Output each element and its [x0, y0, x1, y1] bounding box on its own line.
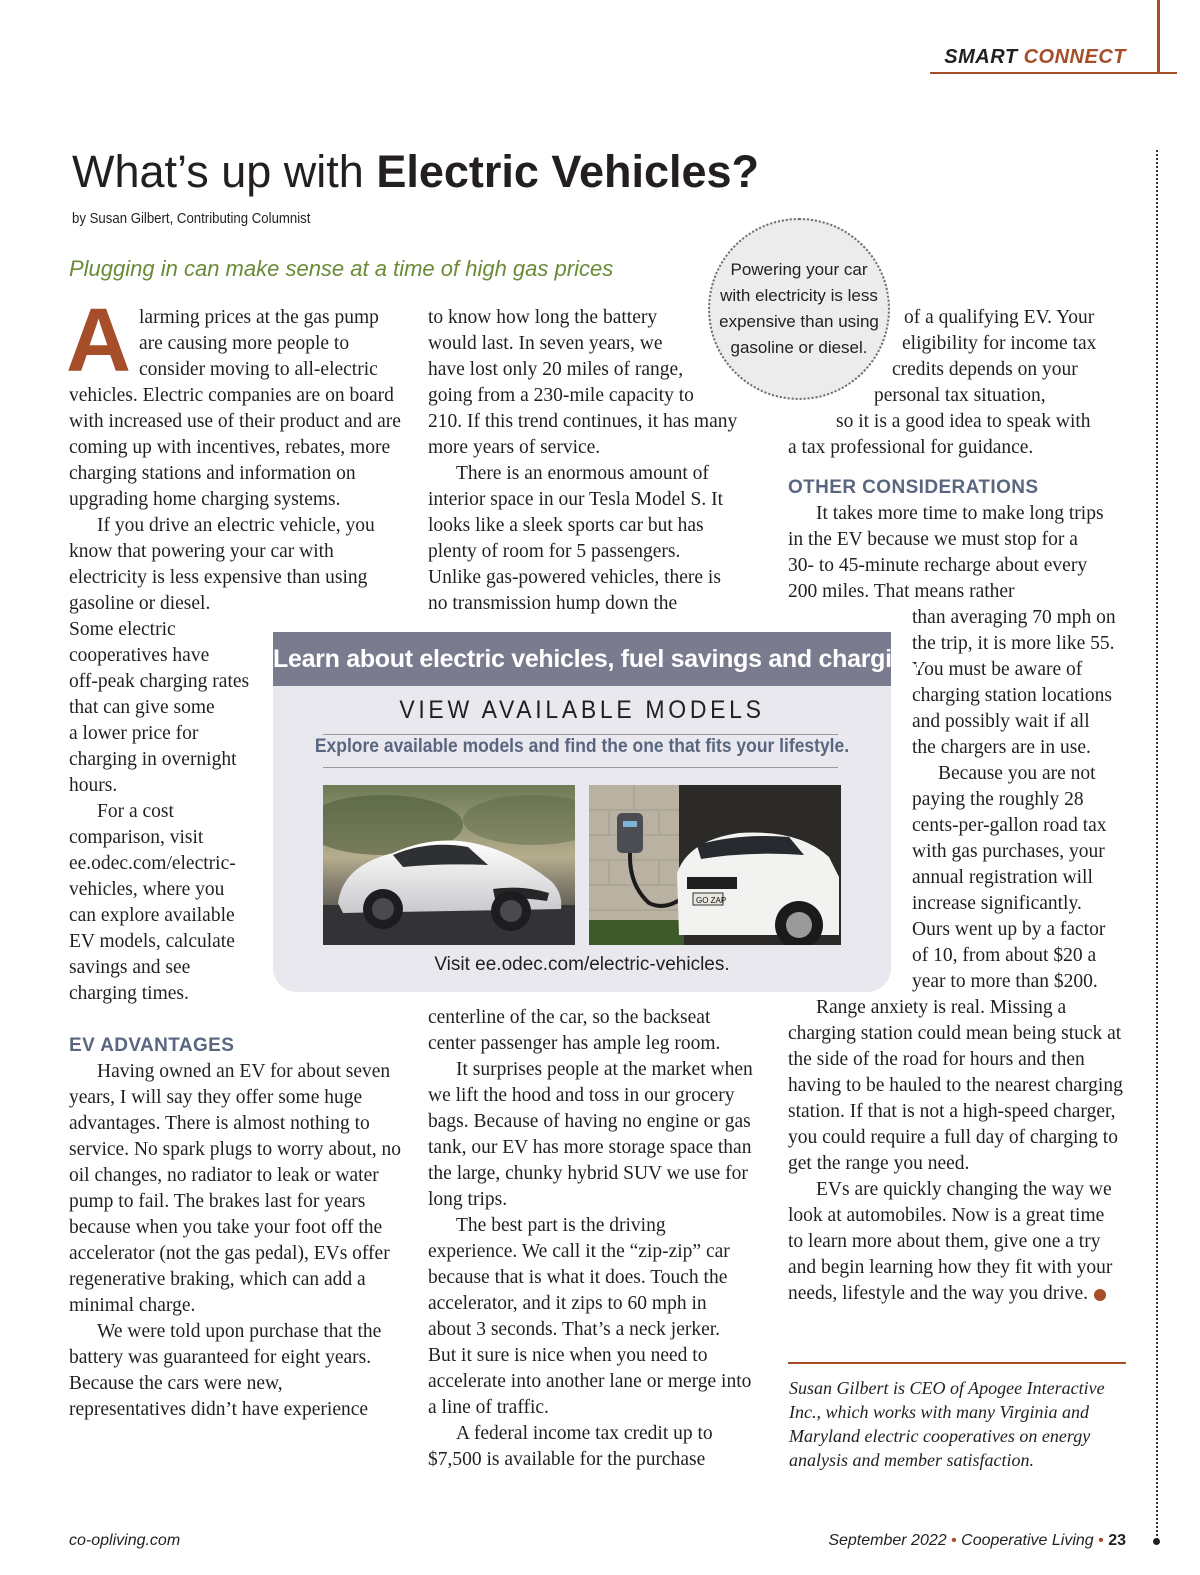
col1-line: Some electric — [69, 619, 176, 640]
section-tag-connect: CONNECT — [1023, 46, 1126, 68]
col3-line: charging station locations — [912, 685, 1113, 706]
charging-suv-image — [589, 785, 841, 945]
ad-divider-top — [323, 734, 838, 735]
col3-paragraph-1: It takes more time to make long trips in the EV because we must stop for a 30- to 45-minute recharge about every 200 miles. That means rather — [788, 503, 1104, 602]
col2-line: to know how long the battery — [428, 307, 658, 328]
footer-website: co-opliving.com — [69, 1532, 181, 1549]
col1-line: savings and see — [69, 957, 191, 978]
col1-line: vehicles, where you — [69, 879, 225, 900]
footer-separator: • — [951, 1532, 957, 1549]
bio-divider — [788, 1362, 1126, 1364]
ad-divider-bottom — [323, 767, 838, 768]
col1-line: that can give some — [69, 697, 215, 718]
col3-line: year to more than $200. — [912, 971, 1098, 992]
col2-paragraph-3: It surprises people at the market when we lift the hood and toss in our grocery bags. Because of having no engine or gas tank, our EV has more storage space than the large, chunky hybrid SUV we use for long trips. — [428, 1059, 753, 1210]
col3-line: of a qualifying EV. Your — [904, 307, 1095, 328]
author-bio: Susan Gilbert is CEO of Apogee Interactive Inc., which works with many Virginia and Maryland electric cooperatives on energy analysis and member satisfaction. — [789, 1378, 1105, 1470]
article-title — [72, 146, 759, 198]
footer-folio — [828, 1532, 1126, 1550]
col2-paragraph-4: The best part is the driving experience. We call it the “zip-zip” car because that is what it does. Touch the accelerator, and it zips to 60 mph in about 3 seconds. That’s a neck jerker. But it sure is nice when you need to accelerate into another lane or merge into a line of traffic. — [428, 1215, 752, 1418]
footer-magazine: Cooperative Living — [961, 1532, 1094, 1549]
col3-line: of 10, from about $20 a — [912, 945, 1097, 966]
section-tag — [944, 46, 1126, 69]
col3-line: the chargers are in use. — [912, 737, 1091, 758]
drop-cap: A — [66, 291, 131, 391]
col1-line: a lower price for — [69, 723, 199, 744]
col1-line: hours. — [69, 775, 118, 796]
page-number: 23 — [1108, 1532, 1126, 1549]
col1-line: off-peak charging rates — [69, 671, 250, 692]
col1-intro-line: consider moving to all-electric — [139, 359, 378, 380]
page-edge-dotted-rule — [1156, 150, 1158, 1540]
ad-view-models-heading[interactable]: VIEW AVAILABLE MODELS — [399, 696, 765, 724]
col3-line: personal tax situation, — [874, 385, 1046, 406]
col3-line: and possibly wait if all — [912, 711, 1090, 732]
col3-line: annual registration will — [912, 867, 1093, 888]
col2-paragraph-1-end: 210. If this trend continues, it has many more years of service. — [428, 411, 738, 458]
col1-paragraph-1: vehicles. Electric companies are on board with increased use of their product and are coming up with incentives, rebates, more charging stations and information on upgrading home charging systems. — [69, 385, 401, 510]
subheadline: Plugging in can make sense at a time of high gas prices — [69, 256, 614, 281]
col2-line: would last. In seven years, we — [428, 333, 663, 354]
title-light: What’s up with — [72, 146, 377, 197]
header-accent-vline — [1157, 0, 1160, 73]
col2-paragraph-5: A federal income tax credit up to $7,500 is available for the purchase — [428, 1423, 713, 1470]
col3-line: credits depends on your — [892, 359, 1078, 380]
col3-paragraph-3: Range anxiety is real. Missing a charging station could mean being stuck at the side of the road for hours and then having to be hauled to the nearest charging station. If that is not a high-speed charger, you could require a full day of charging to get the range you need. — [788, 997, 1123, 1174]
col3-line: You must be aware of — [912, 659, 1083, 680]
col3-line: with gas purchases, your — [912, 841, 1105, 862]
col3-line: increase significantly. — [912, 893, 1082, 914]
col1-intro-line: are causing more people to — [139, 333, 350, 354]
end-mark-icon — [1094, 1289, 1106, 1301]
byline: by Susan Gilbert, Contributing Columnist — [72, 210, 311, 227]
col3-line: Because you are not — [938, 763, 1096, 784]
col1-intro-line: larming prices at the gas pump — [139, 307, 379, 328]
ad-banner-title: Learn about electric vehicles, fuel savings and charging — [273, 632, 891, 686]
col1-line: EV models, calculate — [69, 931, 235, 952]
col2-paragraph-2-cont: centerline of the car, so the backseat center passenger has ample leg room. — [428, 1007, 721, 1054]
col1-line: cooperatives have — [69, 645, 210, 666]
pull-quote — [708, 218, 890, 400]
header-accent-hline — [930, 72, 1177, 74]
ad-subheading: Explore available models and find the one that fits your lifestyle. — [314, 736, 850, 757]
col1-line: can explore available — [69, 905, 235, 926]
col1-paragraph-5: We were told upon purchase that the battery was guaranteed for eight years. Because the cars were new, representatives didn’t have experience — [69, 1321, 382, 1420]
footer-date: September 2022 — [828, 1532, 947, 1549]
col1-line: ee.odec.com/electric- — [69, 853, 236, 874]
heading-other-considerations: OTHER CONSIDERATIONS — [788, 477, 1039, 498]
footer-separator: • — [1098, 1532, 1104, 1549]
photo-white-sedan — [323, 785, 575, 945]
col3-line: Ours went up by a factor — [912, 919, 1106, 940]
col1-line: comparison, visit — [69, 827, 204, 848]
white-sedan-image — [323, 785, 575, 945]
col3-line: the trip, it is more like 55. — [912, 633, 1115, 654]
title-bold: Electric Vehicles? — [376, 146, 760, 197]
section-tag-smart: SMART — [944, 46, 1018, 68]
photo-charging-suv — [589, 785, 841, 945]
heading-ev-advantages: EV ADVANTAGES — [69, 1035, 235, 1056]
col3-line: a tax professional for guidance. — [788, 437, 1034, 458]
col3-line: than averaging 70 mph on — [912, 607, 1116, 628]
pull-quote-text: Powering your car with electricity is less expensive than using gasoline or diesel. — [719, 260, 879, 357]
col3-line: paying the roughly 28 — [912, 789, 1084, 810]
col2-paragraph-2: There is an enormous amount of interior space in our Tesla Model S. It looks like a sleek sports car but has plenty of room for 5 passengers. Unlike gas-powered vehicles, there is no transmission hump down the — [428, 463, 724, 614]
col3-line: cents-per-gallon road tax — [912, 815, 1107, 836]
license-plate-text: GO ZAP — [696, 896, 727, 905]
col1-paragraph-2: If you drive an electric vehicle, you know that powering your car with electricity is less expensive than using gasoline or diesel. — [69, 515, 375, 614]
col2-line: have lost only 20 miles of range, — [428, 359, 684, 380]
col3-line: eligibility for income tax — [902, 333, 1097, 354]
col3-paragraph-4-text: EVs are quickly changing the way we look at automobiles. Now is a great time to learn more about them, give one a try and begin learning how they fit with your needs, lifestyle and the way you drive. — [788, 1179, 1113, 1304]
page-edge-dot — [1153, 1538, 1160, 1545]
col1-paragraph-4: Having owned an EV for about seven years, I will say they offer some huge advantages. There is almost nothing to service. No spark plugs to worry about, no oil changes, no radiator to leak or water pump to fail. The brakes last for years because when you take your foot off the accelerator (not the gas pedal), EVs offer regenerative braking, which can add a minimal charge. — [69, 1061, 401, 1316]
col1-line: charging times. — [69, 983, 189, 1004]
column-2-bottom — [428, 1005, 753, 1473]
col3-paragraph-4 — [788, 1177, 1118, 1307]
col2-line: going from a 230-mile capacity to — [428, 385, 694, 406]
col1-intro — [69, 305, 404, 383]
ad-visit-link[interactable]: Visit ee.odec.com/electric-vehicles. — [434, 954, 730, 975]
column-2-top — [428, 305, 758, 617]
col1-line: For a cost — [97, 801, 174, 822]
col1-line: charging in overnight — [69, 749, 237, 770]
col3-line: so it is a good idea to speak with — [836, 411, 1091, 432]
